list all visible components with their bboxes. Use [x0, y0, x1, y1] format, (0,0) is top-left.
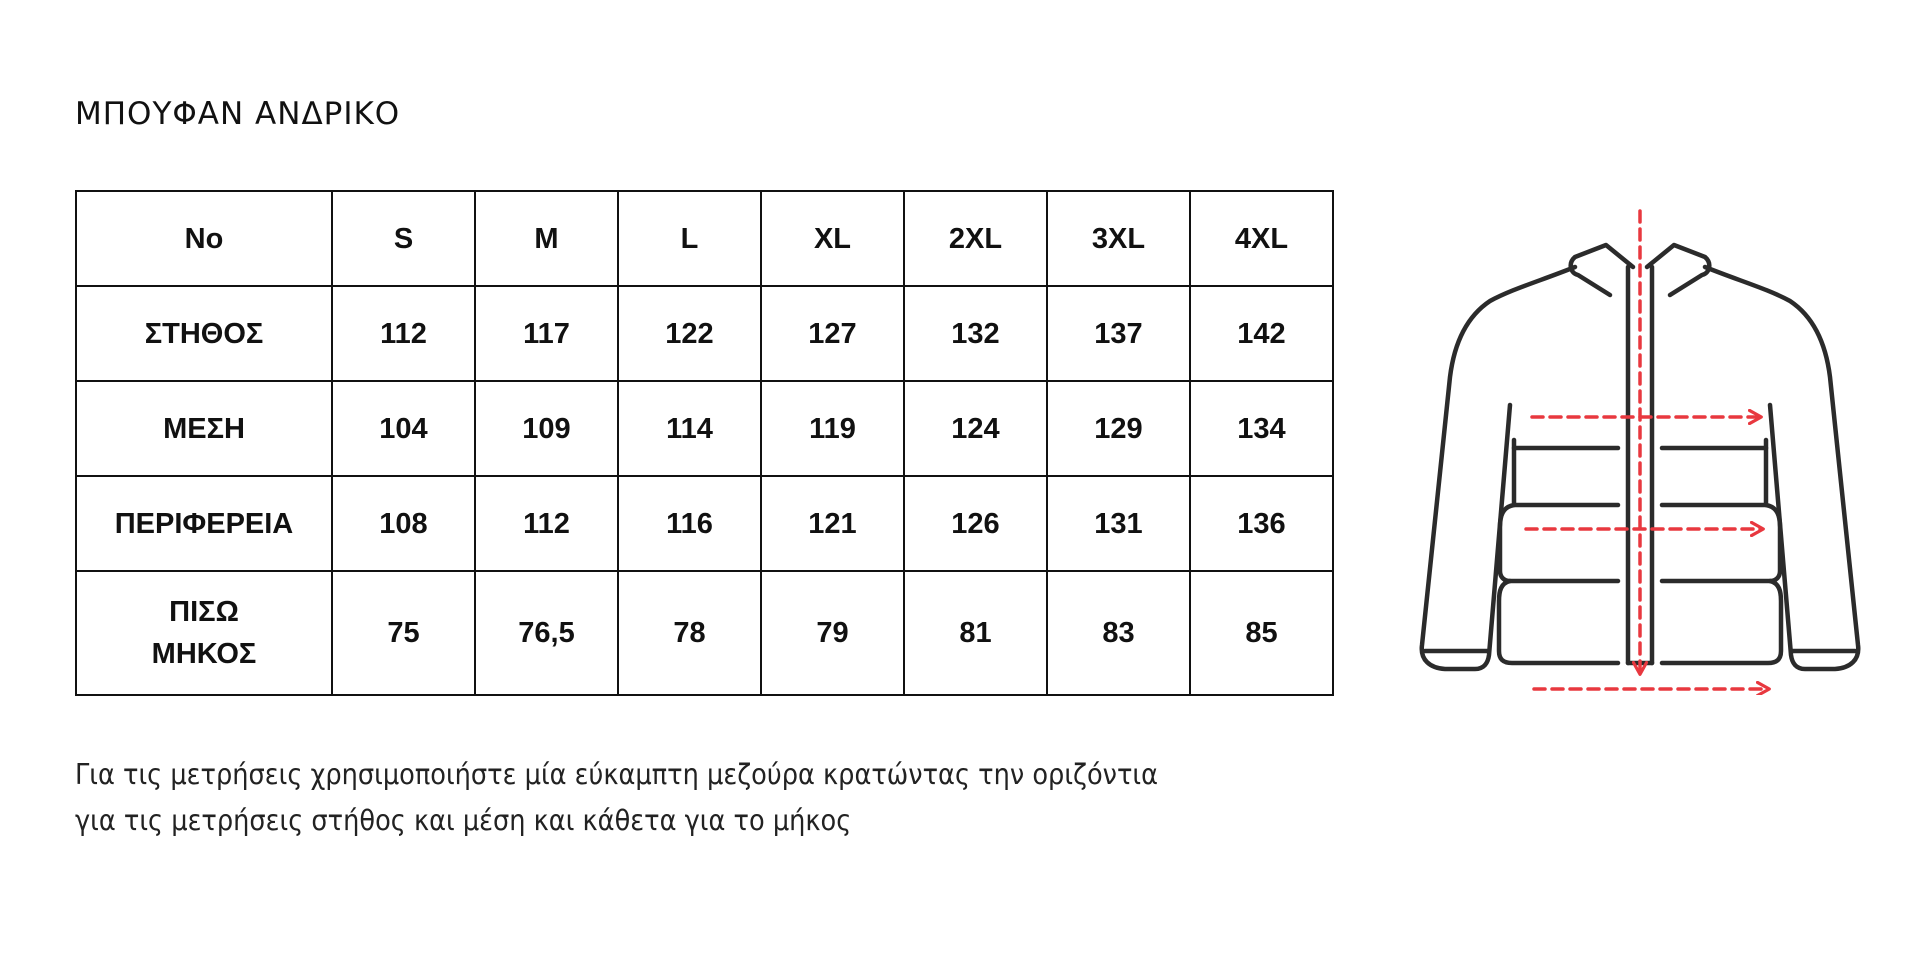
row-label — [76, 571, 332, 695]
table-cell: 78 — [618, 571, 761, 695]
table-cell: 124 — [904, 381, 1047, 476]
header-cell: L — [618, 191, 761, 286]
table-cell: 131 — [1047, 476, 1190, 571]
table-cell: 83 — [1047, 571, 1190, 695]
table-cell: 137 — [1047, 286, 1190, 381]
row-label-line: ΜΗΚΟΣ — [151, 638, 257, 670]
row-label: ΣΤΗΘΟΣ — [76, 286, 332, 381]
header-cell: XL — [761, 191, 904, 286]
measurement-instructions — [75, 752, 1159, 844]
table-cell: 109 — [475, 381, 618, 476]
header-cell: 2XL — [904, 191, 1047, 286]
table-cell: 127 — [761, 286, 904, 381]
table-cell: 132 — [904, 286, 1047, 381]
table-cell: 104 — [332, 381, 475, 476]
table-cell: 122 — [618, 286, 761, 381]
header-cell: No — [76, 191, 332, 286]
table-cell: 79 — [761, 571, 904, 695]
jacket-measurement-diagram — [1400, 205, 1910, 695]
table-cell: 85 — [1190, 571, 1333, 695]
table-cell: 134 — [1190, 381, 1333, 476]
header-cell: 4XL — [1190, 191, 1333, 286]
table-cell: 112 — [475, 476, 618, 571]
header-cell: 3XL — [1047, 191, 1190, 286]
row-label-line: ΠΙΣΩ — [169, 596, 239, 628]
table-cell: 126 — [904, 476, 1047, 571]
table-cell: 114 — [618, 381, 761, 476]
table-cell: 108 — [332, 476, 475, 571]
table-row — [76, 286, 1333, 381]
table-row — [76, 476, 1333, 571]
table-cell: 136 — [1190, 476, 1333, 571]
row-label: ΜΕΣΗ — [76, 381, 332, 476]
table-row — [76, 571, 1333, 695]
table-cell: 116 — [618, 476, 761, 571]
header-cell: M — [475, 191, 618, 286]
header-cell: S — [332, 191, 475, 286]
table-cell: 129 — [1047, 381, 1190, 476]
table-cell: 142 — [1190, 286, 1333, 381]
table-cell: 81 — [904, 571, 1047, 695]
table-cell: 112 — [332, 286, 475, 381]
row-label: ΠΕΡΙΦΕΡΕΙΑ — [76, 476, 332, 571]
instruction-line: Για τις μετρήσεις χρησιμοποιήστε μία εύκαμπτη μεζούρα κρατώντας την οριζόντια — [75, 758, 1159, 791]
table-cell: 119 — [761, 381, 904, 476]
size-chart-table — [75, 190, 1334, 696]
table-cell: 76,5 — [475, 571, 618, 695]
table-cell: 121 — [761, 476, 904, 571]
table-cell: 117 — [475, 286, 618, 381]
page-title: ΜΠΟΥΦΑΝ ΑΝΔΡΙΚΟ — [75, 96, 401, 132]
table-header-row — [76, 191, 1333, 286]
table-cell: 75 — [332, 571, 475, 695]
table-row — [76, 381, 1333, 476]
instruction-line: για τις μετρήσεις στήθος και μέση και κάθετα για το μήκος — [75, 804, 852, 837]
